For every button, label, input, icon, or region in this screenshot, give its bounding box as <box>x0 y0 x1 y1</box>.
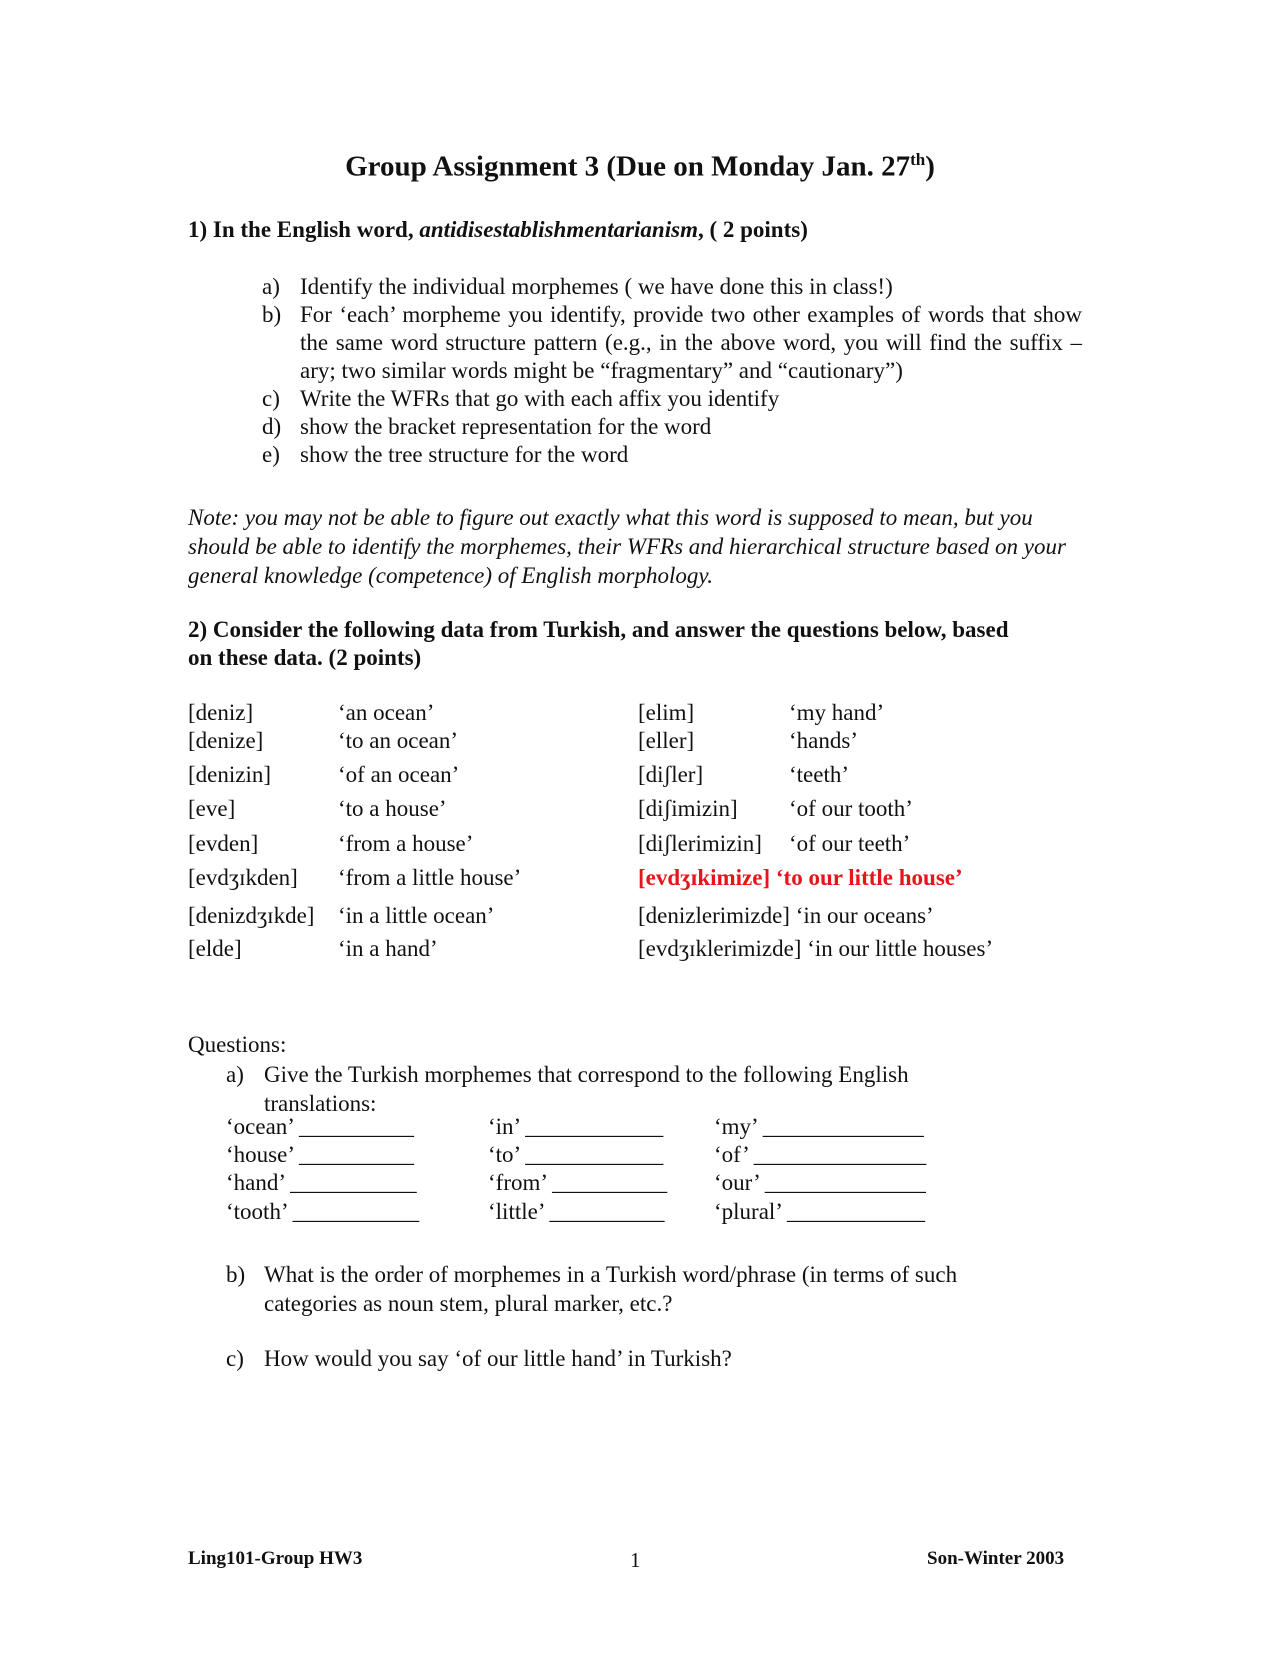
answer-blank[interactable]: ‘our’ ______________ <box>714 1170 926 1195</box>
page-title: Group Assignment 3 (Due on Monday Jan. 27th) <box>345 150 935 183</box>
questions-label: Questions: <box>188 1032 287 1057</box>
list-item: d) show the bracket representation for the word <box>262 414 712 439</box>
footer-course: Ling101-Group HW3 <box>188 1548 363 1569</box>
turkish-data-left: [deniz] ‘an ocean’ [denize] ‘to an ocean’ [denizin] ‘of an ocean’ [eve] ‘to a house’ [evden] ‘from a house’ [evdʒɪkden] ‘from a little house’ [denizdʒɪkde] ‘in a little ocean’ [elde] ‘in a hand’ <box>188 700 522 961</box>
question-1-subquestions <box>262 273 1082 469</box>
answer-blank[interactable]: ‘my’ ______________ <box>714 1114 924 1139</box>
list-item: e) show the tree structure for the word <box>262 442 629 467</box>
question-1-heading: 1) In the English word, antidisestablishmentarianism, ( 2 points) <box>188 217 808 242</box>
answer-blank[interactable]: ‘hand’ ___________ <box>226 1170 417 1195</box>
list-item: c) Write the WFRs that go with each affix you identify <box>262 386 780 411</box>
data-row: [denizlerimizde] ‘in our oceans’ <box>638 903 934 928</box>
data-row-highlighted: [evdʒɪkimize] ‘to our little house’ <box>638 865 963 890</box>
answer-blank[interactable]: ‘of’ _______________ <box>714 1142 927 1167</box>
answer-blank[interactable]: ‘ocean’ __________ <box>226 1114 414 1139</box>
question-2b: b) What is the order of morphemes in a Turkish word/phrase (in terms of such categories as noun stem, plural marker, etc.? <box>226 1262 958 1316</box>
answer-blank[interactable]: ‘in’ ____________ <box>488 1114 664 1139</box>
note-paragraph: Note: you may not be able to figure out exactly what this word is supposed to mean, but you should be able to identify the morphemes, their WFRs and hierarchical structure based on your general knowledge (competence) of English morphology. <box>188 505 1066 588</box>
question-2a: a) Give the Turkish morphemes that correspond to the following English translations: <box>226 1062 909 1116</box>
page-number: 1 <box>630 1548 641 1572</box>
list-item: a) Identify the individual morphemes ( we have done this in class!) <box>262 274 893 299</box>
answer-blank[interactable]: ‘little’ __________ <box>488 1199 665 1224</box>
question-2c: c) How would you say ‘of our little hand’ in Turkish? <box>226 1346 732 1371</box>
answer-blank[interactable]: ‘to’ ____________ <box>488 1142 664 1167</box>
turkish-data-right: [elim] ‘my hand’ [eller] ‘hands’ [diʃler] ‘teeth’ [diʃimizin] ‘of our tooth’ [diʃlerimizin] ‘of our teeth’ [evdʒɪkimize] ‘to our little house’ [denizlerimizde] ‘in our oceans’ [evdʒɪklerimizde] ‘in our little houses’ <box>638 700 994 961</box>
answer-blank[interactable]: ‘from’ __________ <box>488 1170 668 1195</box>
list-item: b) For ‘each’ morpheme you identify, provide two other examples of words that show the same word structure pattern (e.g., in the above word, you will find the suffix –ary; two similar words might be “fragmentary” and “cautionary”) <box>262 302 1082 383</box>
target-word: antidisestablishmentarianism <box>419 217 698 242</box>
footer-term: Son-Winter 2003 <box>927 1548 1065 1569</box>
answer-blank[interactable]: ‘plural’ ____________ <box>714 1199 926 1224</box>
question-2-heading: 2) Consider the following data from Turkish, and answer the questions below, based on these data. (2 points) <box>188 617 1009 670</box>
answer-blank[interactable]: ‘tooth’ ___________ <box>226 1199 420 1224</box>
data-row: [evdʒɪklerimizde] ‘in our little houses’ <box>638 936 994 961</box>
answer-blank[interactable]: ‘house’ __________ <box>226 1142 415 1167</box>
